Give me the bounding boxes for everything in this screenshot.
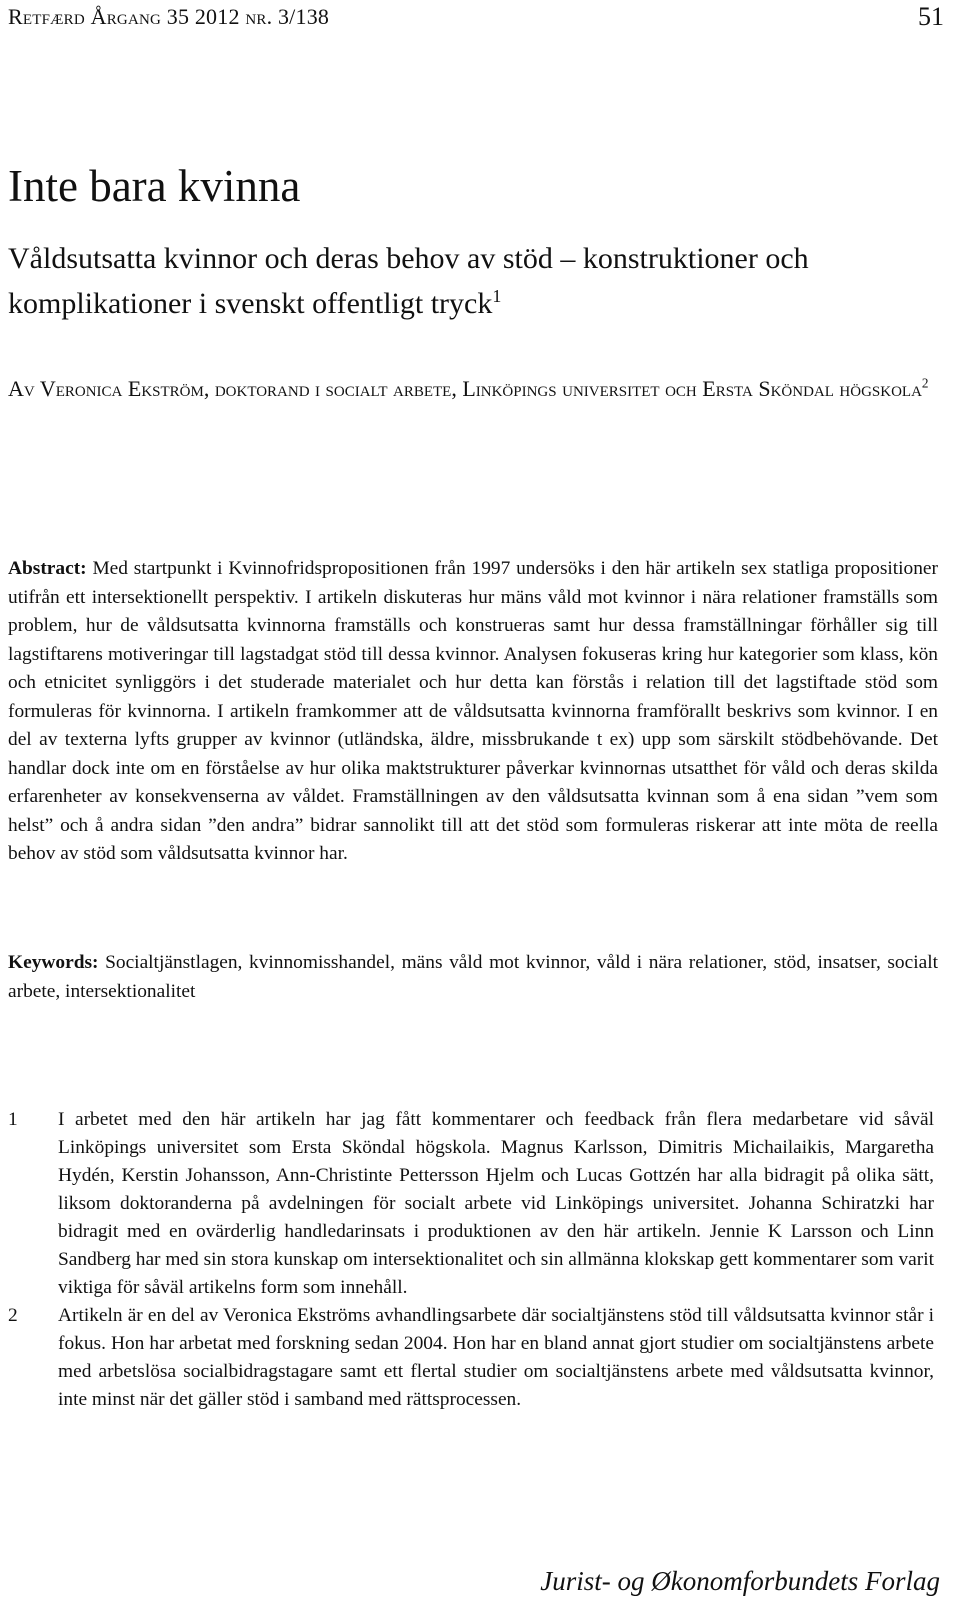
footnotes [8, 1106, 934, 1414]
footnote-number: 2 [8, 1305, 18, 1326]
abstract-label: Abstract: [8, 558, 87, 579]
keywords [8, 948, 938, 1006]
footnote-ref-1[interactable]: 1 [492, 286, 502, 306]
footnote-number: 1 [8, 1109, 18, 1130]
article-title: Inte bara kvinna [8, 161, 301, 211]
abstract-text: Med startpunkt i Kvinnofridspropositionen från 1997 undersöks i den här artikeln sex statliga propositioner utifrån ett intersektionellt perspektiv. I artikeln diskuteras hur mäns våld mot kvinnor i nära relationer framställs som problem, hur de våldsutsatta kvinnorna framställs och konstrueras samt hur dessa framställningar förhåller sig till lagstiftarens motiveringar till lagstadgat stöd till dessa kvinnor. Analysen fokuseras kring hur kategorier som klass, kön och etnicitet synliggörs i det studerade materialet och hur detta kan förstås i relation till det lagstiftade stöd som formuleras för kvinnorna. I artikeln framkommer att de våldsutsatta kvinnorna framförallt beskrivs som kvinnor. I en del av texterna lyfts grupper av kvinnor (utländska, äldre, missbrukande t ex) upp som särskilt stödbehövande. Det handlar dock inte om en förståelse av hur olika maktstrukturer påverkar kvinnornas utsatthet för våld och deras skilda erfarenheter av konsekvenserna av våldet. Framställningen av den våldsutsatta kvinnan som å ena sidan ”vem som helst” och å andra sidan ”den andra” bidrar sannolikt till att det stöd som formuleras riskerar att inte möta de reella behov av stöd som våldsutsatta kvinnor har. [8, 558, 938, 864]
author-line [8, 372, 948, 405]
subtitle-text: Våldsutsatta kvinnor och deras behov av stöd – konstruktioner och komplikationer i svenskt offentligt tryck [8, 242, 809, 320]
footnote-text: Artikeln är en del av Veronica Ekströms avhandlingsarbete där socialtjänstens stöd till våldsutsatta kvinnor står i fokus. Hon har arbetat med forskning sedan 2004. Hon har en bland annat gjort studier om socialtjänstens arbete med arbetslösa socialbidragstagare samt ett flertal studier om socialtjänstens arbete med våldsutsatta kvinnor, inte minst när det gäller stöd i samband med rättsprocessen. [58, 1305, 934, 1410]
footnote-2 [8, 1302, 934, 1414]
footnote-1 [8, 1106, 934, 1302]
page-number: 51 [918, 2, 944, 31]
footnote-ref-2[interactable]: 2 [921, 375, 929, 391]
keywords-text: Socialtjänstlagen, kvinnomisshandel, mäns våld mot kvinnor, våld i nära relationer, stöd, insatser, socialt arbete, intersektionalitet [8, 952, 938, 1002]
article-subtitle [8, 236, 948, 326]
author-text: Av Veronica Ekström, doktorand i socialt arbete, Linköpings universitet och Ersta Sköndal högskola [8, 376, 922, 401]
publisher-footer: Jurist- og Økonomforbundets Forlag [540, 1566, 940, 1596]
abstract [8, 555, 938, 869]
keywords-label: Keywords: [8, 952, 99, 973]
footnote-text: I arbetet med den här artikeln har jag fått kommentarer och feedback från flera medarbetare vid såväl Linköpings universitet som Ersta Sköndal högskola. Magnus Karlsson, Dimitris Michailaikis, Margaretha Hydén, Kerstin Johansson, Ann-Christinte Pettersson Hjelm och Lucas Gottzén har alla bidragit på olika sätt, liksom doktoranderna på avdelningen för socialt arbete vid Linköpings universitet. Johanna Schiratzki har bidragit med en ovärderlig handledarinsats i produktionen av den här artikeln. Jennie K Larsson och Linn Sandberg har med sin stora kunskap om intersektionalitet och sin allmänna klokskap gett kommentarer som varit viktiga för såväl artikelns form som innehåll. [58, 1109, 934, 1298]
running-header: Retfærd Årgang 35 2012 nr. 3/138 [8, 4, 330, 29]
